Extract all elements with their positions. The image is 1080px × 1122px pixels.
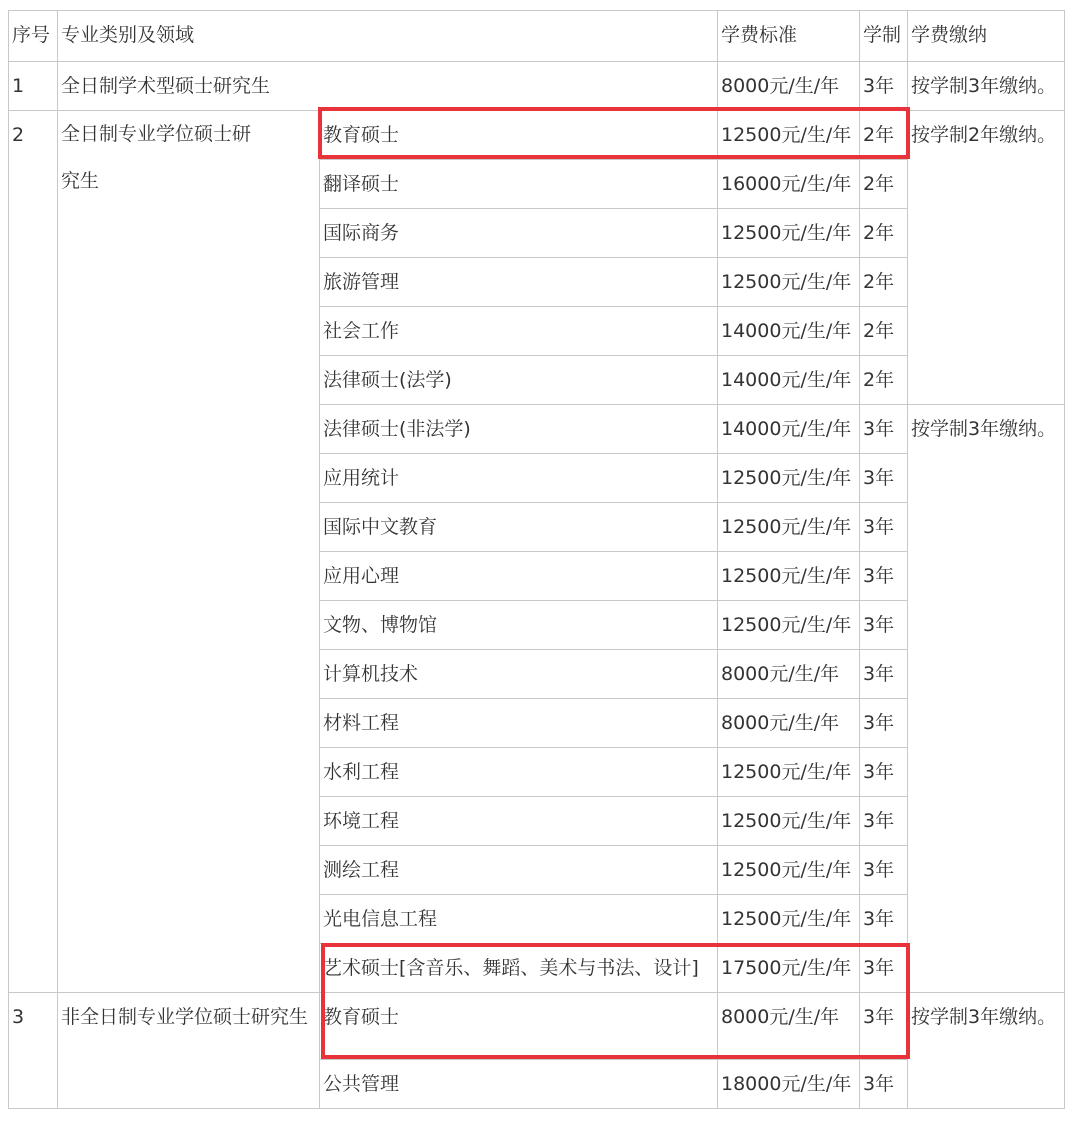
- row-fee: 12500元/生/年: [718, 258, 860, 307]
- row-fee: 17500元/生/年: [718, 944, 860, 993]
- row-fee: 8000元/生/年: [718, 993, 860, 1060]
- row-years: 3年: [860, 405, 908, 454]
- row-years: 2年: [860, 258, 908, 307]
- row-payment: 按学制3年缴纳。: [908, 405, 1065, 993]
- row-category: 全日制专业学位硕士研究生: [58, 111, 320, 993]
- row-category: 全日制学术型硕士研究生: [58, 62, 718, 111]
- row-field: 应用心理: [320, 552, 718, 601]
- row-field: 社会工作: [320, 307, 718, 356]
- header-payment: 学费缴纳: [908, 11, 1065, 62]
- row-fee: 12500元/生/年: [718, 797, 860, 846]
- row-years: 3年: [860, 846, 908, 895]
- row-field: 旅游管理: [320, 258, 718, 307]
- row-years: 2年: [860, 160, 908, 209]
- row-fee: 14000元/生/年: [718, 405, 860, 454]
- row-years: 3年: [860, 601, 908, 650]
- row-field: 艺术硕士[含音乐、舞蹈、美术与书法、设计]: [320, 944, 718, 993]
- row-fee: 18000元/生/年: [718, 1060, 860, 1109]
- row-field: 应用统计: [320, 454, 718, 503]
- row-years: 3年: [860, 552, 908, 601]
- table-row: [9, 993, 1065, 1060]
- row-years: 3年: [860, 454, 908, 503]
- row-field: 计算机技术: [320, 650, 718, 699]
- row-field: 水利工程: [320, 748, 718, 797]
- row-years: 2年: [860, 356, 908, 405]
- row-years: 3年: [860, 748, 908, 797]
- row-fee: 12500元/生/年: [718, 209, 860, 258]
- row-payment: 按学制3年缴纳。: [908, 993, 1065, 1109]
- header-years: 学制: [860, 11, 908, 62]
- row-years: 2年: [860, 209, 908, 258]
- table-row: [9, 111, 1065, 160]
- row-field: 材料工程: [320, 699, 718, 748]
- row-fee: 8000元/生/年: [718, 650, 860, 699]
- row-field: 法律硕士(法学): [320, 356, 718, 405]
- row-years: 3年: [860, 993, 908, 1060]
- row-years: 3年: [860, 650, 908, 699]
- row-years: 3年: [860, 895, 908, 944]
- row-field: 测绘工程: [320, 846, 718, 895]
- tuition-fee-table: [8, 10, 1065, 1109]
- table-header-row: [9, 11, 1065, 62]
- row-payment: 按学制3年缴纳。: [908, 62, 1065, 111]
- row-field: 教育硕士: [320, 111, 718, 160]
- row-years: 3年: [860, 503, 908, 552]
- row-field: 公共管理: [320, 1060, 718, 1109]
- row-field: 环境工程: [320, 797, 718, 846]
- row-fee: 12500元/生/年: [718, 895, 860, 944]
- row-years: 3年: [860, 62, 908, 111]
- row-fee: 12500元/生/年: [718, 846, 860, 895]
- row-fee: 12500元/生/年: [718, 748, 860, 797]
- row-years: 2年: [860, 307, 908, 356]
- row-no: 1: [9, 62, 58, 111]
- row-field: 光电信息工程: [320, 895, 718, 944]
- row-payment: 按学制2年缴纳。: [908, 111, 1065, 405]
- row-years: 2年: [860, 111, 908, 160]
- header-no: 序号: [9, 11, 58, 62]
- row-fee: 14000元/生/年: [718, 307, 860, 356]
- header-category: 专业类别及领域: [58, 11, 718, 62]
- row-field: 翻译硕士: [320, 160, 718, 209]
- row-years: 3年: [860, 699, 908, 748]
- row-fee: 16000元/生/年: [718, 160, 860, 209]
- row-field: 国际中文教育: [320, 503, 718, 552]
- row-field: 文物、博物馆: [320, 601, 718, 650]
- row-no: 3: [9, 993, 58, 1109]
- row-fee: 8000元/生/年: [718, 699, 860, 748]
- row-fee: 14000元/生/年: [718, 356, 860, 405]
- row-fee: 12500元/生/年: [718, 503, 860, 552]
- table-row: [9, 62, 1065, 111]
- row-fee: 8000元/生/年: [718, 62, 860, 111]
- row-fee: 12500元/生/年: [718, 454, 860, 503]
- row-years: 3年: [860, 944, 908, 993]
- row-fee: 12500元/生/年: [718, 111, 860, 160]
- row-category: 非全日制专业学位硕士研究生: [58, 993, 320, 1109]
- row-field: 国际商务: [320, 209, 718, 258]
- row-no: 2: [9, 111, 58, 993]
- header-fee: 学费标准: [718, 11, 860, 62]
- row-fee: 12500元/生/年: [718, 601, 860, 650]
- row-fee: 12500元/生/年: [718, 552, 860, 601]
- row-field: 教育硕士: [320, 993, 718, 1060]
- row-years: 3年: [860, 1060, 908, 1109]
- row-field: 法律硕士(非法学): [320, 405, 718, 454]
- row-years: 3年: [860, 797, 908, 846]
